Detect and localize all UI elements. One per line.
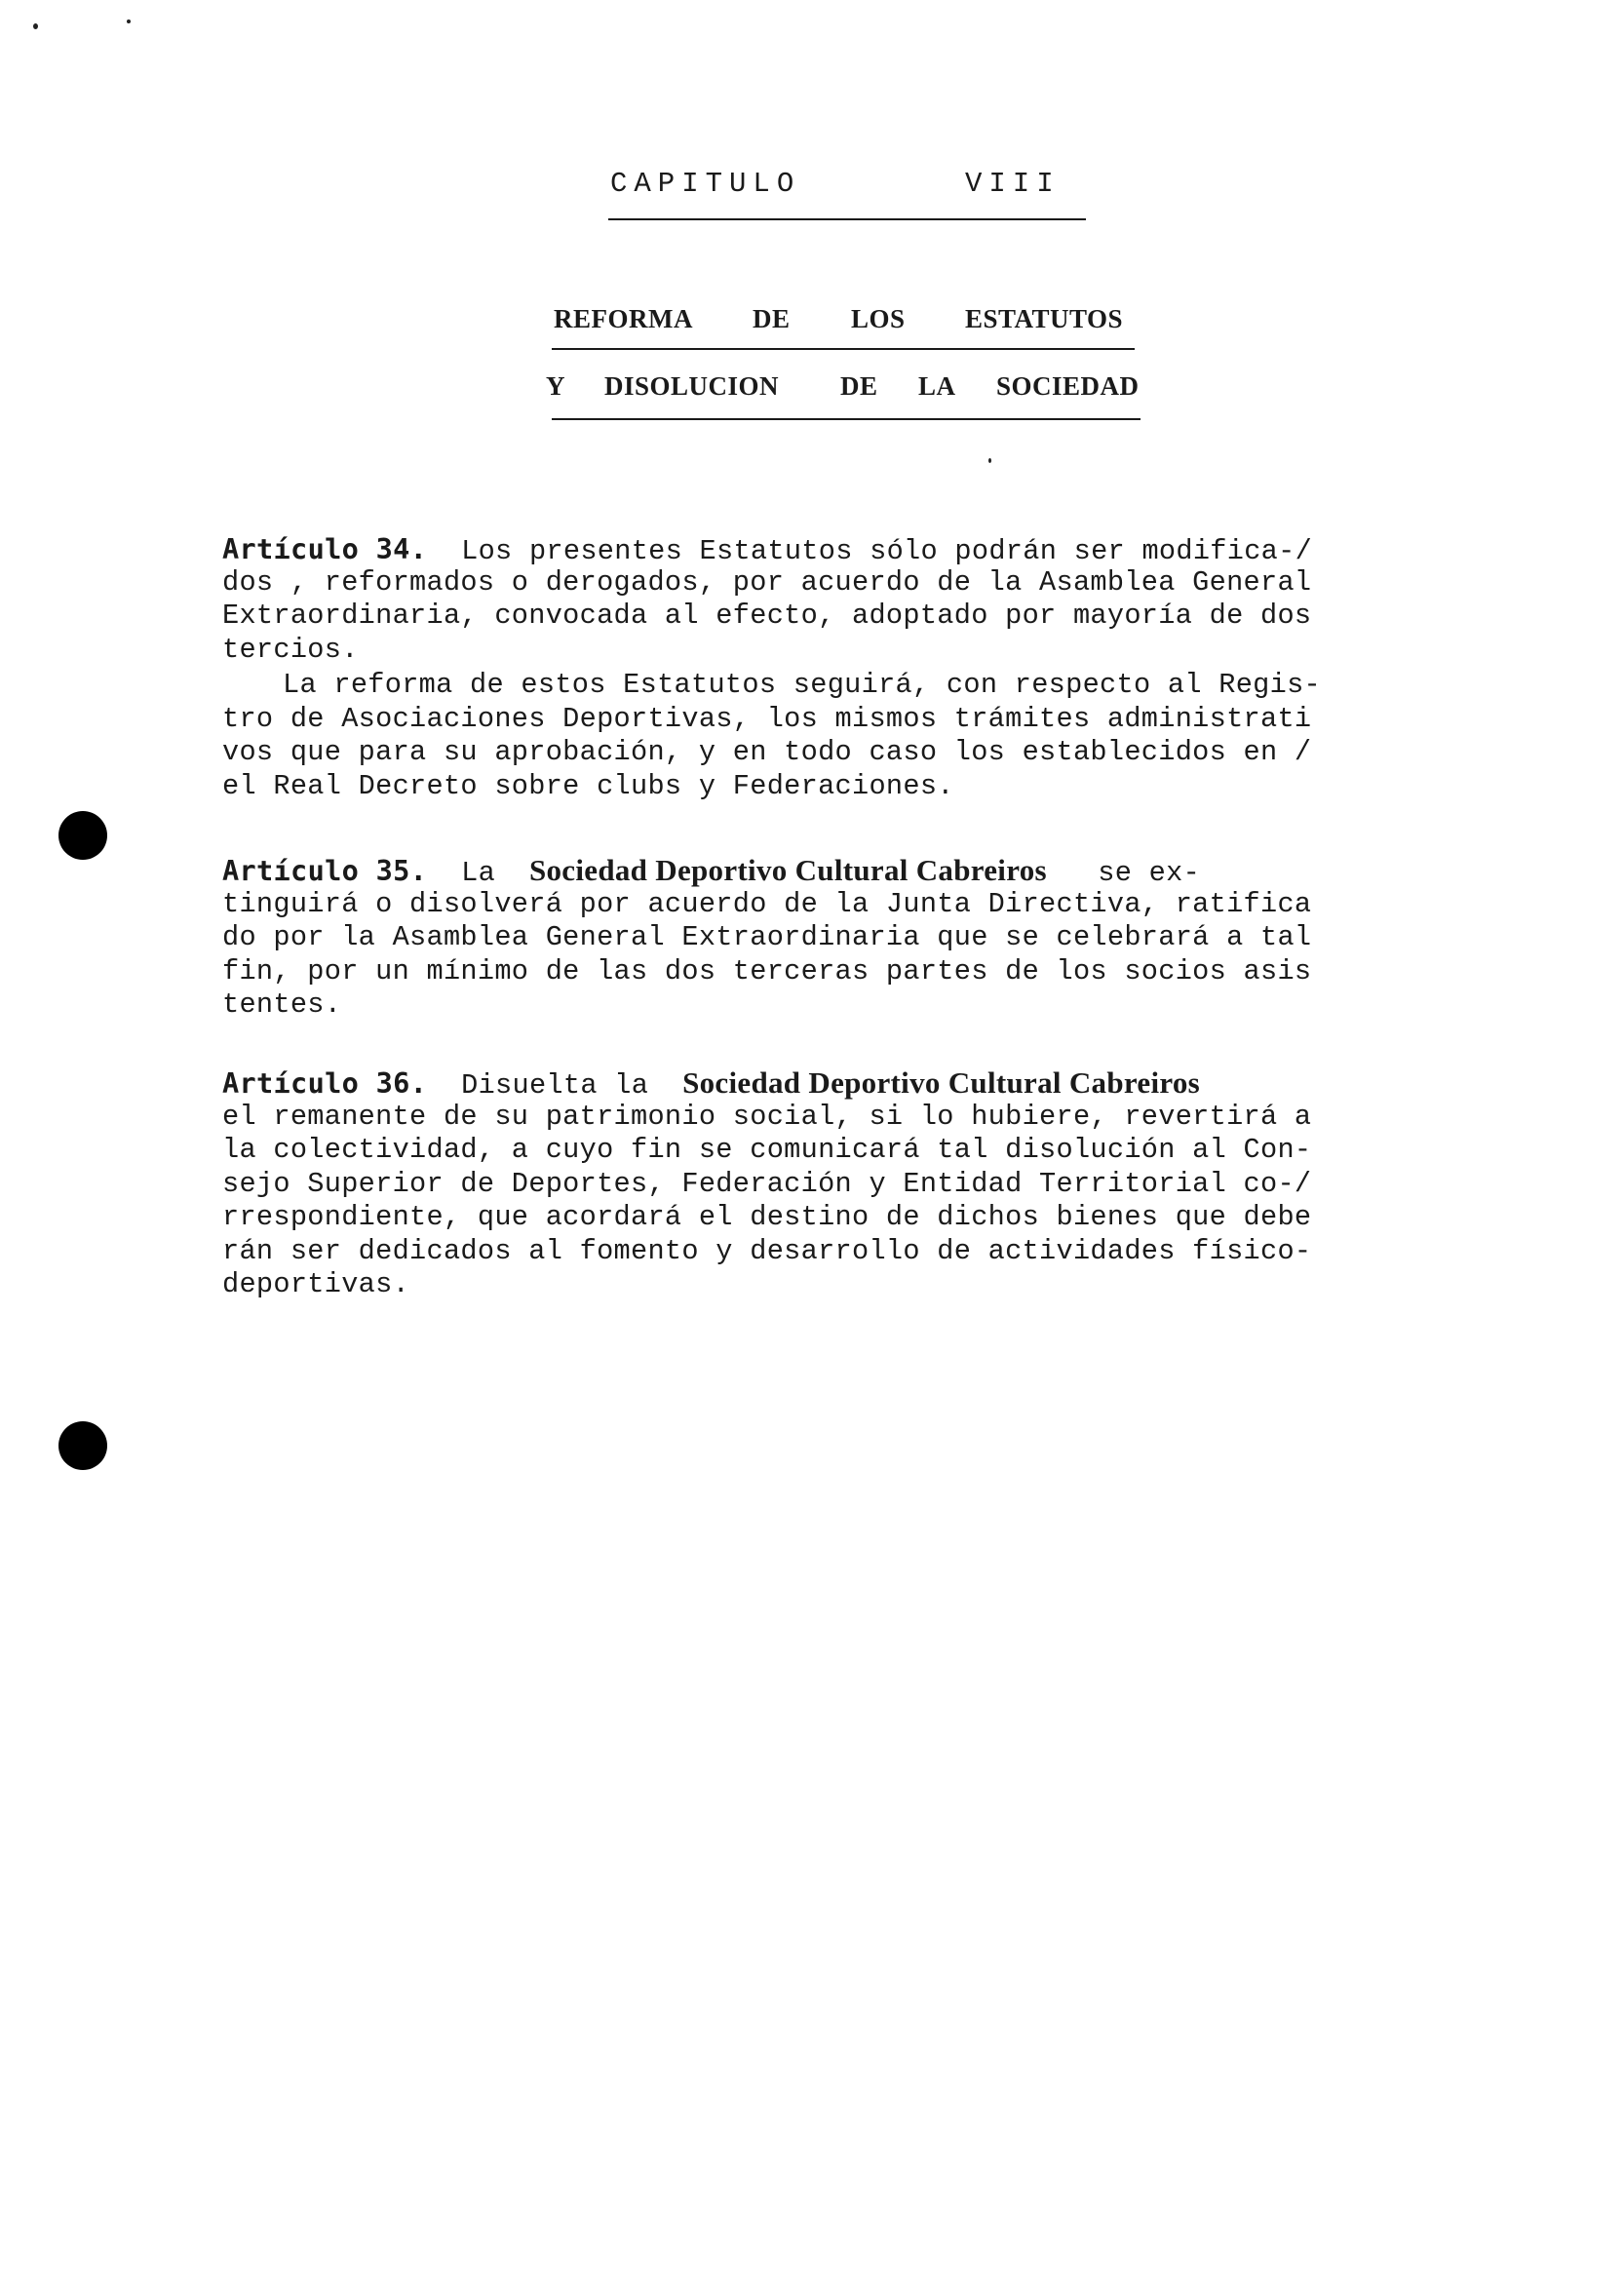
article-line [222, 532, 1489, 566]
chapter-number: VIII [965, 168, 1061, 200]
punch-hole-top [58, 811, 107, 860]
title-word: DISOLUCION [604, 371, 780, 401]
article-36 [222, 1066, 1489, 1302]
article-label: Artículo 35. [222, 854, 428, 887]
article-35 [222, 854, 1489, 1023]
punch-hole-bottom [58, 1421, 107, 1470]
article-line: rán ser dedicados al fomento y desarrollo de actividades físico- [222, 1234, 1312, 1267]
chapter-underline [608, 218, 1086, 220]
article-line: do por la Asamblea General Extraordinaria que se celebrará a tal [222, 921, 1312, 953]
title-word: LOS [851, 304, 906, 333]
title-underline-1 [552, 348, 1135, 350]
article-line: dos , reformados o derogados, por acuerdo de la Asamblea General [222, 565, 1312, 599]
scan-speck [127, 19, 131, 23]
article-line: tro de Asociaciones Deportivas, los mismos trámites administrati [222, 702, 1312, 735]
article-line: sejo Superior de Deportes, Federación y Entidad Territorial co-/ [222, 1167, 1312, 1200]
article-text: Los presentes Estatutos sólo podrán ser modifica-/ [461, 535, 1313, 567]
article-text: se ex- [1098, 857, 1201, 889]
article-line: tercios. [222, 633, 359, 666]
article-line [222, 854, 1489, 888]
entity-name: Sociedad Deportivo Cultural Cabreiros [682, 1065, 1201, 1100]
article-text: La [461, 857, 496, 889]
article-line: el remanente de su patrimonio social, si lo hubiere, revertirá a [222, 1100, 1312, 1133]
title-word: ESTATUTOS [965, 304, 1124, 333]
article-line [222, 1066, 1489, 1101]
article-line: el Real Decreto sobre clubs y Federaciones. [222, 769, 954, 802]
scan-speck [33, 23, 38, 29]
article-line: vos que para su aprobación, y en todo caso los establecidos en / [222, 736, 1312, 768]
article-34 [222, 532, 1489, 667]
title-word: REFORMA [554, 304, 693, 333]
title-word: Y [546, 371, 565, 401]
title-word: LA [918, 371, 956, 401]
article-line: La reforma de estos Estatutos seguirá, con respecto al Regis- [283, 669, 1322, 701]
article-34-paragraph-2 [222, 669, 1489, 803]
title-word: DE [840, 371, 878, 401]
article-line: la colectividad, a cuyo fin se comunicará tal disolución al Con- [222, 1134, 1312, 1166]
article-line: tinguirá o disolverá por acuerdo de la Junta Directiva, ratifica [222, 887, 1312, 920]
article-line: fin, por un mínimo de las dos terceras partes de los socios asis [222, 954, 1312, 987]
article-line: deportivas. [222, 1268, 410, 1300]
title-underline-2 [552, 418, 1141, 420]
chapter-heading [610, 168, 1084, 200]
article-text: Disuelta la [461, 1069, 649, 1102]
title-word: SOCIEDAD [996, 371, 1140, 401]
article-line: rrespondiente, que acordará el destino de dichos bienes que debe [222, 1201, 1312, 1233]
article-line: Extraordinaria, convocada al efecto, adoptado por mayoría de dos [222, 600, 1312, 632]
article-line: tentes. [222, 988, 342, 1021]
scan-speck [988, 458, 991, 463]
chapter-word: CAPITULO [610, 168, 801, 200]
entity-name: Sociedad Deportivo Cultural Cabreiros [528, 853, 1047, 887]
title-word: DE [753, 304, 791, 333]
article-label: Artículo 36. [222, 1066, 428, 1100]
article-label: Artículo 34. [222, 532, 428, 565]
